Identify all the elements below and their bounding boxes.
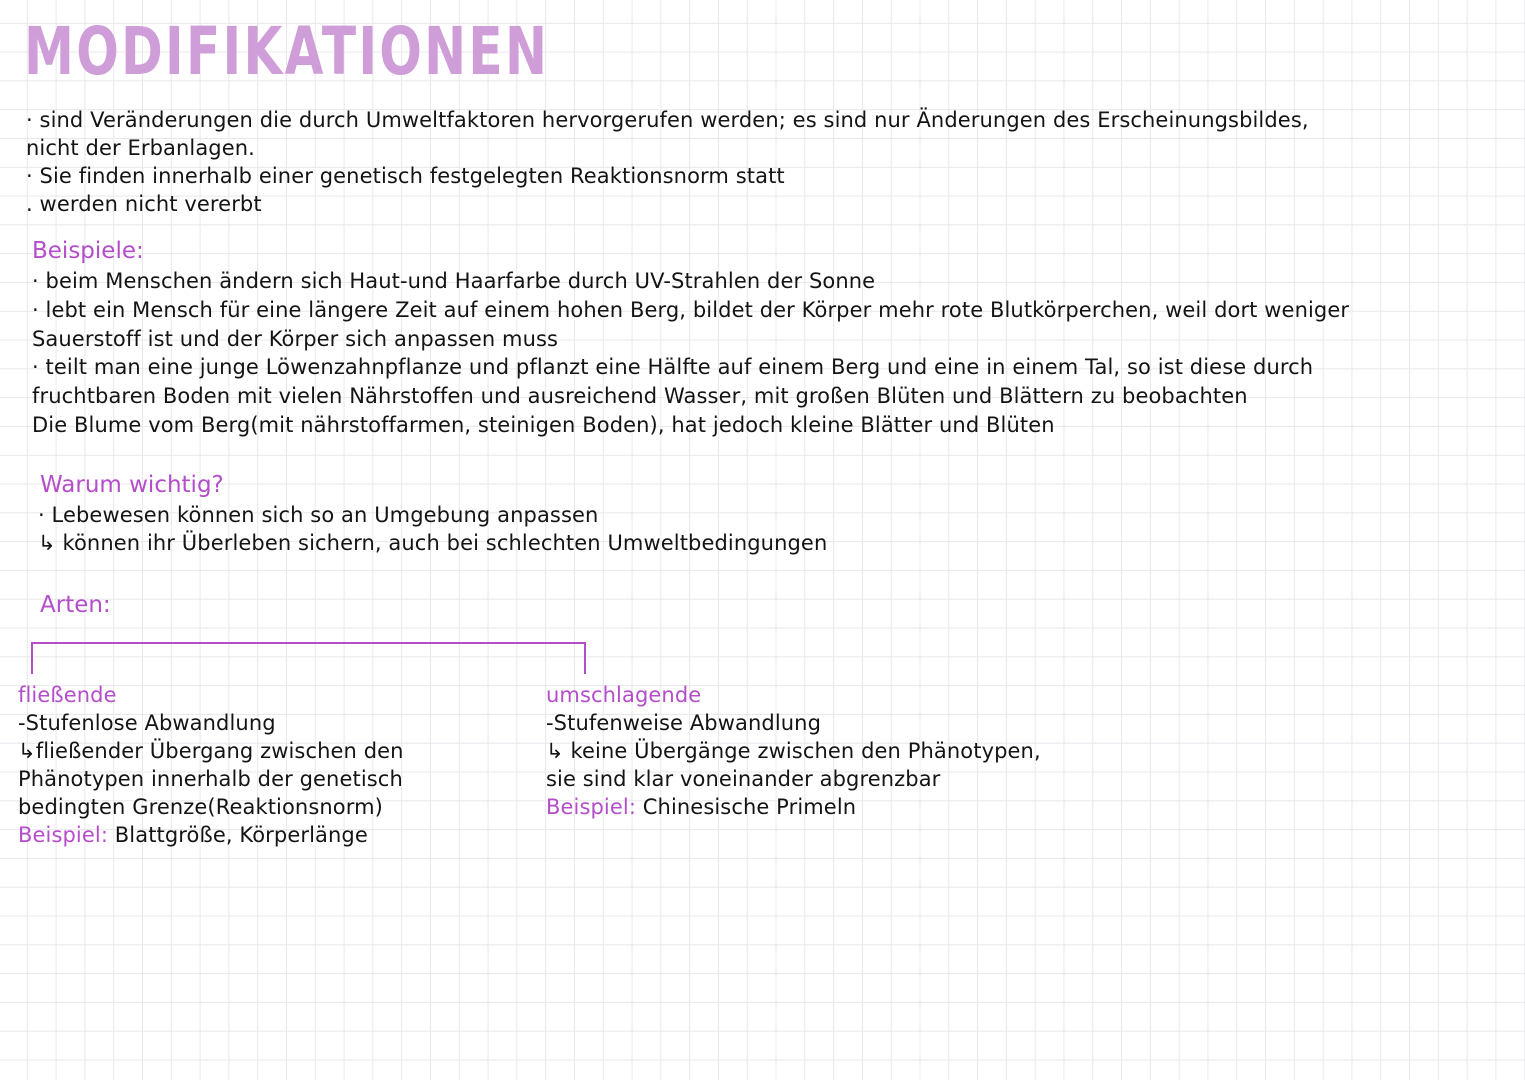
switching-example-label: Beispiel: (546, 795, 636, 819)
switching-example (546, 793, 1041, 821)
flowing-example-label: Beispiel: (18, 823, 108, 847)
page-title: MODIFIKATIONEN (24, 13, 550, 90)
flowing-line: -Stufenlose Abwandlung (18, 711, 276, 735)
switching-line: sie sind klar voneinander abgrenzbar (546, 767, 941, 791)
flowing-line: Phänotypen innerhalb der genetisch (18, 767, 403, 791)
example-line: Sauerstoff ist und der Körper sich anpassen muss (32, 327, 559, 351)
switching-line: ↳ keine Übergänge zwischen den Phänotypen, (546, 739, 1041, 763)
switching-column (546, 681, 1041, 821)
definition-line: nicht der Erbanlagen. (26, 136, 255, 160)
example-line: · teilt man eine junge Löwenzahnpflanze und pflanzt eine Hälfte auf einem Berg und eine in einem Tal, so ist diese durch (32, 355, 1314, 379)
importance-heading: Warum wichtig? (40, 472, 224, 498)
flowing-heading: fließende (18, 683, 117, 707)
flowing-example (18, 821, 404, 849)
importance-line: ↳ können ihr Überleben sichern, auch bei schlechten Umweltbedingungen (38, 531, 828, 555)
example-line: · lebt ein Mensch für eine längere Zeit auf einem hohen Berg, bildet der Körper mehr rote Blutkörperchen, weil dort weniger (32, 298, 1350, 322)
switching-line: -Stufenweise Abwandlung (546, 711, 822, 735)
flowing-line: ↳fließender Übergang zwischen den (18, 739, 404, 763)
flowing-column (18, 681, 404, 849)
importance-line: · Lebewesen können sich so an Umgebung anpassen (38, 503, 599, 527)
flowing-example-text: Blattgröße, Körperlänge (114, 823, 368, 847)
definition-line: · Sie finden innerhalb einer genetisch festgelegten Reaktionsnorm statt (26, 164, 785, 188)
types-heading: Arten: (40, 592, 111, 618)
example-line: Die Blume vom Berg(mit nährstoffarmen, steinigen Boden), hat jedoch kleine Blätter und Blüten (32, 413, 1055, 437)
flowing-line: bedingten Grenze(Reaktionsnorm) (18, 795, 383, 819)
example-line: fruchtbaren Boden mit vielen Nährstoffen und ausreichend Wasser, mit großen Blüten und Blättern zu beobachten (32, 384, 1248, 408)
definition-line: . werden nicht vererbt (26, 192, 262, 216)
switching-heading: umschlagende (546, 683, 702, 707)
example-line: · beim Menschen ändern sich Haut-und Haarfarbe durch UV-Strahlen der Sonne (32, 269, 876, 293)
types-bracket (31, 642, 586, 674)
switching-example-text: Chinesische Primeln (642, 795, 857, 819)
definition-line: · sind Veränderungen die durch Umweltfaktoren hervorgerufen werden; es sind nur Änderungen des Erscheinungsbildes, (26, 108, 1309, 132)
examples-heading: Beispiele: (32, 238, 144, 264)
